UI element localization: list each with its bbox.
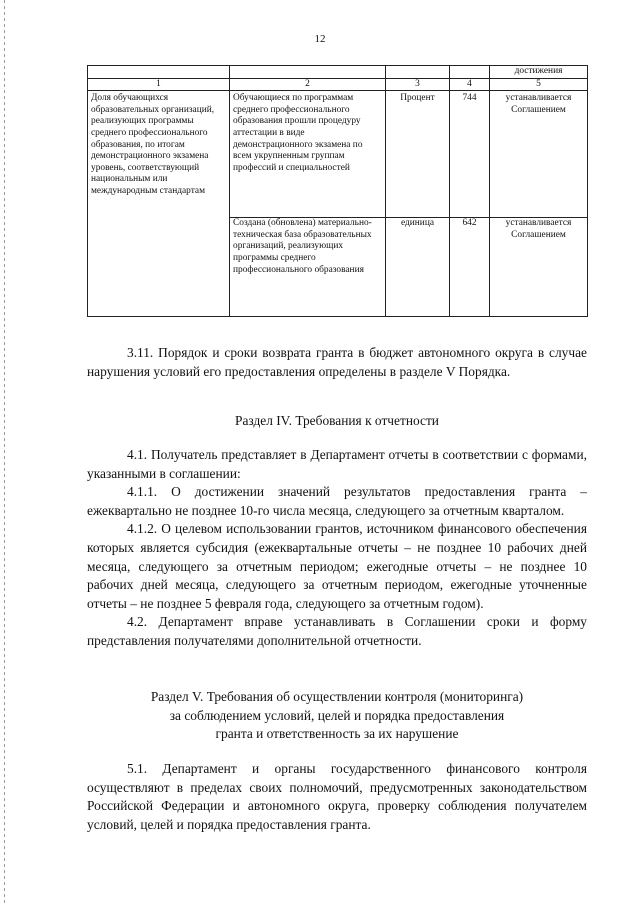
unit-cell: единица [386, 218, 450, 317]
deadline-cell: устанавливается Соглашением [490, 91, 588, 218]
value-cell: 744 [450, 91, 490, 218]
page-number: 12 [314, 33, 326, 45]
column-number: 4 [450, 78, 490, 91]
paragraph-4-1-2: 4.1.2. О целевом использовании грантов, источником финансового обеспечения которых является субсидия (ежеквартальные отчеты – не позднее 10 рабочих дней месяца, следующего за отчетным периодом; ежегодные отчеты – не позднее 10 рабочих дней месяца, следующего за отчетным периодом, ежегодные уточненные отчеты – не позднее 5 февраля года, следующего за отчетным годом). [87, 521, 587, 611]
table-row [88, 91, 588, 218]
column-number: 1 [88, 78, 230, 91]
column-number: 2 [230, 78, 386, 91]
header-achievement-fragment: достижения [490, 66, 588, 79]
paragraph-4-2: 4.2. Департамент вправе устанавливать в Соглашении сроки и форму представления получателями дополнительной отчетности. [87, 614, 587, 648]
section-5-title-line: гранта и ответственность за их нарушение [215, 726, 459, 742]
column-number: 5 [490, 78, 588, 91]
paragraph-3-11: 3.11. Порядок и сроки возврата гранта в бюджет автономного округа в случае нарушения условий его предоставления определены в разделе V Порядка. [87, 345, 587, 379]
section-4-body [87, 446, 587, 651]
section-4-title: Раздел IV. Требования к отчетности [235, 413, 439, 428]
unit-cell: Процент [386, 91, 450, 218]
section-5-title [87, 688, 587, 744]
page-edge-scan-line [4, 0, 5, 905]
column-number: 3 [386, 78, 450, 91]
paragraph-4-1: 4.1. Получатель представляет в Департамент отчеты в соответствии с формами, указанными в соглашении: [87, 447, 587, 481]
deadline-cell: устанавливается Соглашением [490, 218, 588, 317]
column-numbers-row [88, 78, 588, 91]
results-table [87, 65, 588, 317]
indicator-label: Доля обучающихся образовательных организаций, реализующих программы среднего профессионального образования, по итогам демонстрационного экзамена уровень, соответствующий национальным или международным стандартам [88, 91, 230, 317]
result-description: Обучающиеся по программам среднего профессионального образования прошли процедуру аттестации в виде демонстрационного экзамена по всем укрупненным группам профессий и специальностей [230, 91, 386, 218]
section-5-title-line: Раздел V. Требования об осуществлении контроля (мониторинга) [150, 689, 524, 704]
value-cell: 642 [450, 218, 490, 317]
paragraph-5-1: 5.1. Департамент и органы государственного финансового контроля осуществляют в пределах своих полномочий, предусмотренных законодательством Российской Федерации и автономного округа, проверку соблюдения получателем условий, целей и порядка предоставления гранта. [87, 761, 587, 832]
result-description: Создана (обновлена) материально-техническая база образовательных организаций, реализующих программы среднего профессионального образования [230, 218, 386, 317]
table-header-row [88, 66, 588, 79]
section-5-title-line: за соблюдением условий, целей и порядка предоставления [169, 707, 505, 723]
paragraph-4-1-1: 4.1.1. О достижении значений результатов предоставления гранта – ежеквартально не позднее 10-го числа месяца, следующего за отчетным кварталом. [87, 484, 587, 518]
